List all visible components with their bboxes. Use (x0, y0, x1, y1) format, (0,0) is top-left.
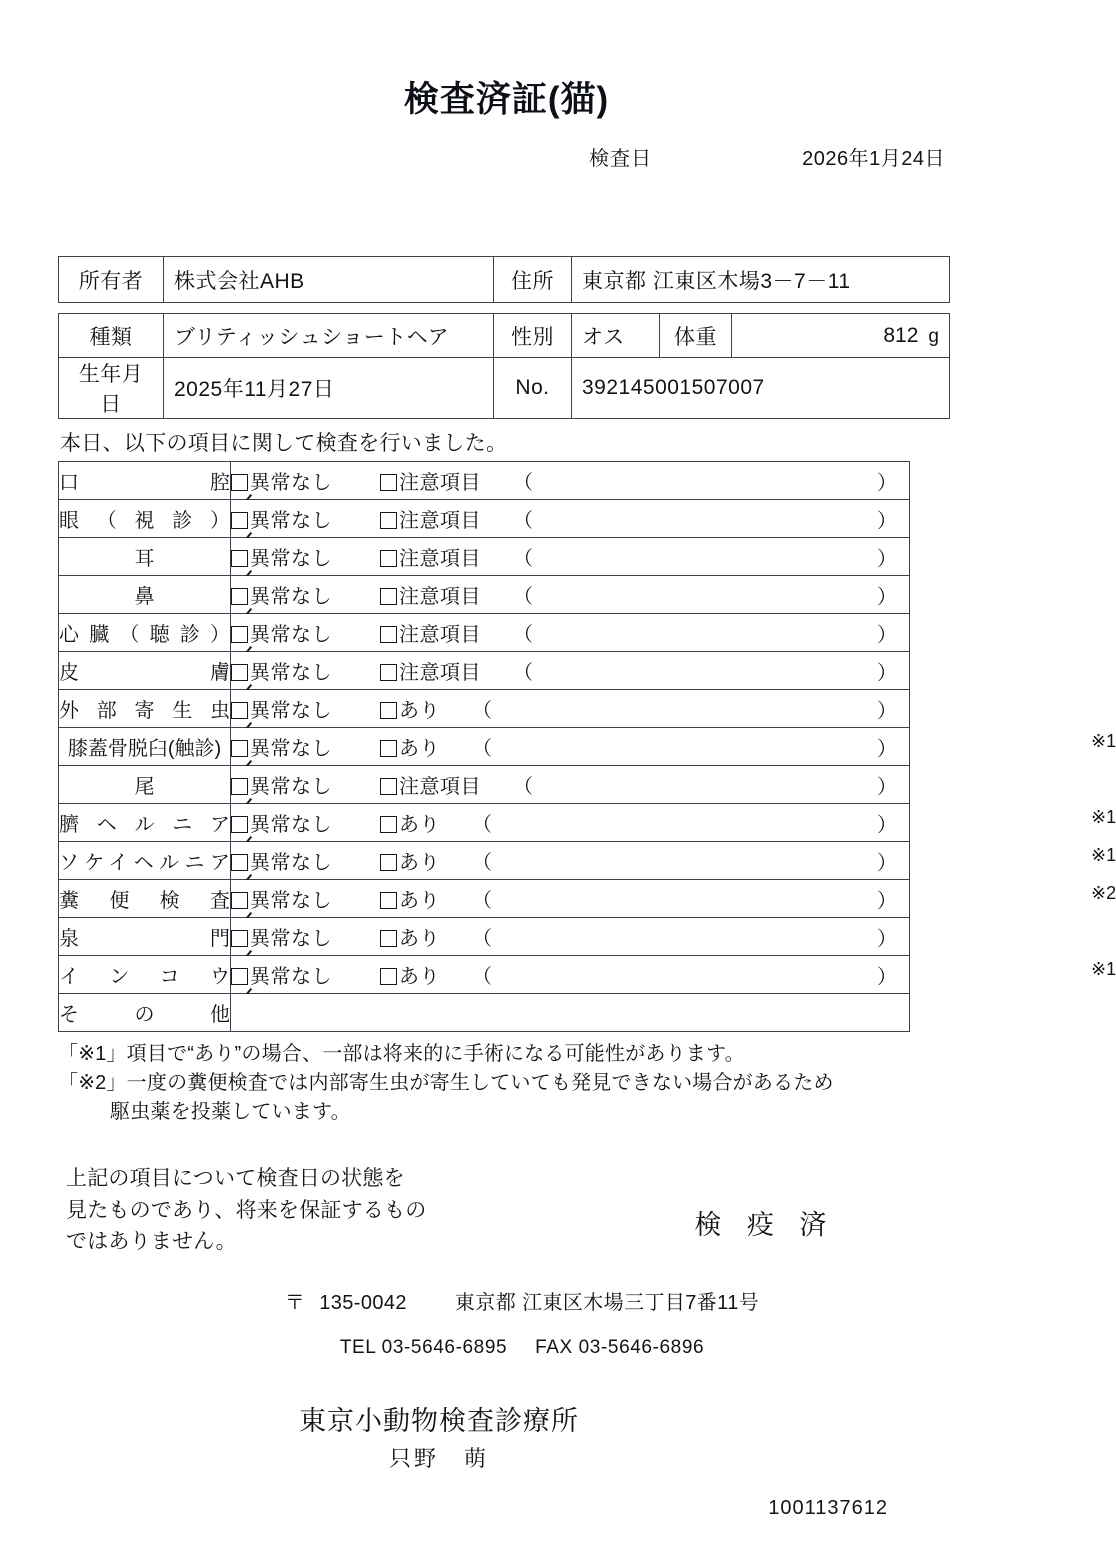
exam-item-second-option[interactable] (380, 656, 481, 685)
exam-item-note-marker: ※1 (1091, 959, 1116, 979)
clinic-address-block (58, 1286, 950, 1359)
exam-item-note-marker: ※1 (1091, 731, 1116, 751)
exam-item-body (231, 842, 1116, 880)
exam-item-body (231, 614, 910, 652)
exam-item-body (231, 880, 1116, 918)
remark-paren-open: （ (513, 586, 533, 608)
exam-item-second-option[interactable] (380, 580, 481, 609)
exam-item-second-label: あり (399, 928, 440, 950)
exam-item-normal-label: 異常なし (250, 852, 332, 874)
exam-item-body (231, 500, 910, 538)
remark-paren-close: ） (877, 738, 897, 760)
remark-paren-open: （ (513, 624, 533, 646)
exam-item-label-other: そ の 他 (59, 994, 231, 1032)
exam-item-second-option[interactable] (380, 504, 481, 533)
remark-paren-close: ） (877, 472, 897, 494)
exam-item-note-marker: ※2 (1091, 883, 1116, 903)
exam-item-row (59, 576, 910, 614)
postal-symbol: 〒 (284, 1291, 306, 1314)
weight-value-cell[interactable] (732, 314, 950, 358)
checkbox-icon[interactable] (380, 664, 397, 681)
exam-item-label: 膝蓋骨脱臼(触診) (59, 728, 231, 766)
exam-date-label: 検査日 (589, 148, 653, 170)
remark-paren-open: （ (513, 510, 533, 532)
checked-checkbox-icon[interactable] (231, 930, 248, 947)
exam-item-normal-option[interactable] (231, 618, 332, 647)
exam-item-second-label: あり (399, 738, 440, 760)
exam-item-row-other (59, 994, 910, 1032)
exam-item-label: 口 腔 (59, 462, 231, 500)
remark-paren-open: （ (472, 890, 492, 912)
checkbox-icon[interactable] (380, 854, 397, 871)
checked-checkbox-icon[interactable] (231, 626, 248, 643)
exam-item-body (231, 576, 910, 614)
address-label: 住所 (494, 257, 572, 303)
exam-item-second-label: 注意項目 (399, 662, 481, 684)
exam-item-body (231, 652, 910, 690)
exam-date-value: 2026年1月24日 (802, 148, 945, 170)
exam-item-normal-label: 異常なし (250, 928, 332, 950)
exam-item-second-option[interactable] (380, 466, 481, 495)
footnote-1: 「※1」項目で“あり”の場合、一部は将来的に手術になる可能性があります。 (58, 1043, 745, 1065)
checkbox-icon[interactable] (380, 816, 397, 833)
exam-item-normal-label: 異常なし (250, 624, 332, 646)
checked-checkbox-icon[interactable] (231, 588, 248, 605)
exam-item-body (231, 728, 1116, 766)
breed-label: 種類 (59, 314, 164, 358)
remark-paren-close: ） (877, 700, 897, 722)
exam-item-normal-option[interactable] (231, 580, 332, 609)
exam-item-second-label: あり (399, 700, 440, 722)
weight-value: 812 (883, 323, 919, 347)
exam-item-second-option[interactable] (380, 808, 440, 837)
exam-item-normal-option[interactable] (231, 504, 332, 533)
exam-item-second-label: 注意項目 (399, 548, 481, 570)
exam-item-normal-label: 異常なし (250, 776, 332, 798)
exam-item-normal-option[interactable] (231, 960, 332, 989)
remark-paren-close: ） (877, 890, 897, 912)
exam-item-normal-option[interactable] (231, 922, 332, 951)
owner-table (58, 256, 950, 303)
remark-paren-close: ） (877, 928, 897, 950)
footnote-2-line2: 駆虫薬を投薬しています。 (110, 1101, 351, 1123)
disclaimer-line-1: 上記の項目について検査日の状態を (66, 1167, 405, 1190)
exam-item-normal-option[interactable] (231, 808, 332, 837)
exam-item-label: 眼（視診） (59, 500, 231, 538)
checkbox-icon[interactable] (380, 968, 397, 985)
remark-paren-open: （ (513, 472, 533, 494)
checkbox-icon[interactable] (380, 474, 397, 491)
exam-items-wrap (58, 461, 1116, 1032)
exam-item-body (231, 804, 1116, 842)
footnote-2-line1: 「※2」一度の糞便検査では内部寄生虫が寄生していても発見できない場合があるため (58, 1072, 834, 1094)
exam-item-row (59, 766, 910, 804)
checked-checkbox-icon[interactable] (231, 816, 248, 833)
clinic-address-line (94, 1286, 950, 1315)
exam-items-table (58, 461, 1116, 1032)
exam-item-normal-option[interactable] (231, 466, 332, 495)
checkbox-icon[interactable] (380, 702, 397, 719)
remark-paren-open: （ (472, 966, 492, 988)
exam-item-body (231, 918, 910, 956)
clinic-tel: TEL 03-5646-6895 (339, 1336, 508, 1358)
exam-item-label: 鼻 (59, 576, 231, 614)
checkbox-icon[interactable] (380, 778, 397, 795)
exam-item-second-option[interactable] (380, 770, 481, 799)
checked-checkbox-icon[interactable] (231, 854, 248, 871)
exam-item-label: 心臓（聴診） (59, 614, 231, 652)
remark-paren-close: ） (877, 624, 897, 646)
exam-item-normal-option[interactable] (231, 694, 332, 723)
exam-item-normal-label: 異常なし (250, 510, 332, 532)
remark-paren-open: （ (472, 738, 492, 760)
exam-item-row (59, 880, 910, 918)
remark-paren-open: （ (513, 548, 533, 570)
breed-row (59, 314, 950, 358)
exam-item-row (59, 652, 910, 690)
remark-paren-close: ） (877, 662, 897, 684)
remark-paren-close: ） (877, 852, 897, 874)
exam-item-body (231, 538, 910, 576)
remark-paren-close: ） (877, 510, 897, 532)
remark-paren-close: ） (877, 548, 897, 570)
exam-item-normal-label: 異常なし (250, 890, 332, 912)
exam-item-label: インコウ (59, 956, 231, 994)
checked-checkbox-icon[interactable] (231, 892, 248, 909)
exam-item-normal-option[interactable] (231, 770, 332, 799)
exam-item-row (59, 690, 910, 728)
disclaimer (58, 1163, 426, 1258)
exam-item-body (231, 956, 1116, 994)
disclaimer-line-3: ではありません。 (66, 1230, 237, 1253)
footnotes (58, 1040, 950, 1127)
remark-paren-open: （ (472, 852, 492, 874)
microchip-no-label: No. (494, 358, 572, 419)
veterinarian-name: 只野 萌 (388, 1445, 489, 1471)
exam-item-row (59, 538, 910, 576)
remark-paren-open: （ (513, 776, 533, 798)
remark-paren-close: ） (877, 776, 897, 798)
exam-statement: 本日、以下の項目に関して検査を行いました。 (60, 432, 508, 455)
exam-item-label: 糞便検査 (59, 880, 231, 918)
exam-item-normal-option[interactable] (231, 732, 332, 761)
clinic-name: 東京小動物検査診療所 (299, 1405, 579, 1436)
microchip-no-value[interactable]: 392145001507007 (572, 358, 950, 419)
checkbox-icon[interactable] (380, 740, 397, 757)
exam-item-normal-option[interactable] (231, 656, 332, 685)
checked-checkbox-icon[interactable] (231, 778, 248, 795)
document-serial: 1001137612 (768, 1496, 888, 1519)
exam-item-normal-label: 異常なし (250, 472, 332, 494)
exam-item-second-label: あり (399, 966, 440, 988)
exam-item-row (59, 804, 910, 842)
page-title: 検査済証(猫) (403, 80, 610, 119)
exam-item-normal-label: 異常なし (250, 700, 332, 722)
clinic-fax: FAX 03-5646-6896 (535, 1336, 705, 1358)
sex-label: 性別 (494, 314, 572, 358)
checked-checkbox-icon[interactable] (231, 664, 248, 681)
exam-item-row (59, 462, 910, 500)
exam-item-second-label: 注意項目 (399, 510, 481, 532)
checkbox-icon[interactable] (380, 930, 397, 947)
checkbox-icon[interactable] (380, 892, 397, 909)
exam-item-second-option[interactable] (380, 694, 440, 723)
checkbox-icon[interactable] (380, 512, 397, 529)
exam-item-normal-label: 異常なし (250, 662, 332, 684)
clinic-address: 東京都 江東区木場三丁目7番11号 (454, 1291, 760, 1314)
exam-item-other-value[interactable] (231, 994, 910, 1032)
exam-item-second-option[interactable] (380, 884, 440, 913)
checked-checkbox-icon[interactable] (231, 550, 248, 567)
exam-date-row (0, 142, 1013, 171)
exam-item-row (59, 956, 910, 994)
clinic-contact-line (94, 1337, 950, 1359)
animal-info-table (58, 313, 950, 419)
disclaimer-line-2: 見たものであり、将来を保証するもの (66, 1198, 427, 1222)
exam-item-second-label: 注意項目 (399, 624, 481, 646)
exam-item-normal-label: 異常なし (250, 548, 332, 570)
breed-value[interactable]: ブリティッシュショートヘア (164, 314, 494, 358)
weight-label: 体重 (660, 314, 732, 358)
quarantine-stamp: 検 疫 済 (694, 1210, 836, 1240)
exam-item-second-label: 注意項目 (399, 586, 481, 608)
clinic-signature-block (58, 1399, 950, 1473)
exam-item-second-option[interactable] (380, 732, 440, 761)
owner-label: 所有者 (59, 257, 164, 303)
exam-item-second-label: 注意項目 (399, 776, 481, 798)
exam-item-body (231, 690, 910, 728)
exam-item-label: 臍ヘルニア (59, 804, 231, 842)
exam-item-second-option[interactable] (380, 618, 481, 647)
birth-value[interactable]: 2025年11月27日 (164, 358, 494, 419)
remark-paren-open: （ (472, 814, 492, 836)
exam-item-second-option[interactable] (380, 960, 440, 989)
exam-item-note-marker: ※1 (1091, 807, 1116, 827)
owner-value[interactable]: 株式会社AHB (164, 257, 494, 303)
exam-item-note-marker: ※1 (1091, 845, 1116, 865)
exam-item-label: 皮 膚 (59, 652, 231, 690)
exam-item-normal-option[interactable] (231, 884, 332, 913)
exam-item-second-label: あり (399, 852, 440, 874)
exam-item-row (59, 500, 910, 538)
exam-item-row (59, 918, 910, 956)
exam-item-second-label: 注意項目 (399, 472, 481, 494)
exam-item-normal-label: 異常なし (250, 586, 332, 608)
checkbox-icon[interactable] (380, 626, 397, 643)
owner-row (59, 257, 950, 303)
exam-item-second-option[interactable] (380, 922, 440, 951)
postal-code: 135-0042 (319, 1291, 407, 1314)
remark-paren-close: ） (877, 966, 897, 988)
lower-block (58, 1163, 950, 1258)
exam-item-second-option[interactable] (380, 542, 481, 571)
exam-item-label: 尾 (59, 766, 231, 804)
exam-item-second-label: あり (399, 890, 440, 912)
exam-item-normal-label: 異常なし (250, 966, 332, 988)
checkbox-icon[interactable] (380, 588, 397, 605)
checked-checkbox-icon[interactable] (231, 740, 248, 757)
remark-paren-open: （ (472, 928, 492, 950)
exam-item-second-label: あり (399, 814, 440, 836)
weight-unit: g (928, 325, 939, 347)
exam-item-normal-option[interactable] (231, 542, 332, 571)
exam-item-row (59, 842, 910, 880)
exam-item-second-option[interactable] (380, 846, 440, 875)
checked-checkbox-icon[interactable] (231, 702, 248, 719)
checkbox-icon[interactable] (380, 550, 397, 567)
exam-item-label: 耳 (59, 538, 231, 576)
sex-value[interactable]: オス (572, 314, 660, 358)
birth-label: 生年月日 (59, 358, 164, 419)
checked-checkbox-icon[interactable] (231, 968, 248, 985)
exam-item-body (231, 462, 910, 500)
exam-item-normal-label: 異常なし (250, 814, 332, 836)
exam-item-normal-option[interactable] (231, 846, 332, 875)
remark-paren-open: （ (472, 700, 492, 722)
remark-paren-open: （ (513, 662, 533, 684)
exam-item-label: 外部寄生虫 (59, 690, 231, 728)
remark-paren-close: ） (877, 814, 897, 836)
address-value[interactable]: 東京都 江東区木場3－7－11 (572, 257, 950, 303)
exam-item-normal-label: 異常なし (250, 738, 332, 760)
exam-item-row (59, 728, 910, 766)
remark-paren-close: ） (877, 586, 897, 608)
exam-item-row (59, 614, 910, 652)
birth-row (59, 358, 950, 419)
exam-item-label: 泉 門 (59, 918, 231, 956)
checked-checkbox-icon[interactable] (231, 512, 248, 529)
exam-item-label: ソケイヘルニア (59, 842, 231, 880)
checked-checkbox-icon[interactable] (231, 474, 248, 491)
exam-item-body (231, 766, 910, 804)
